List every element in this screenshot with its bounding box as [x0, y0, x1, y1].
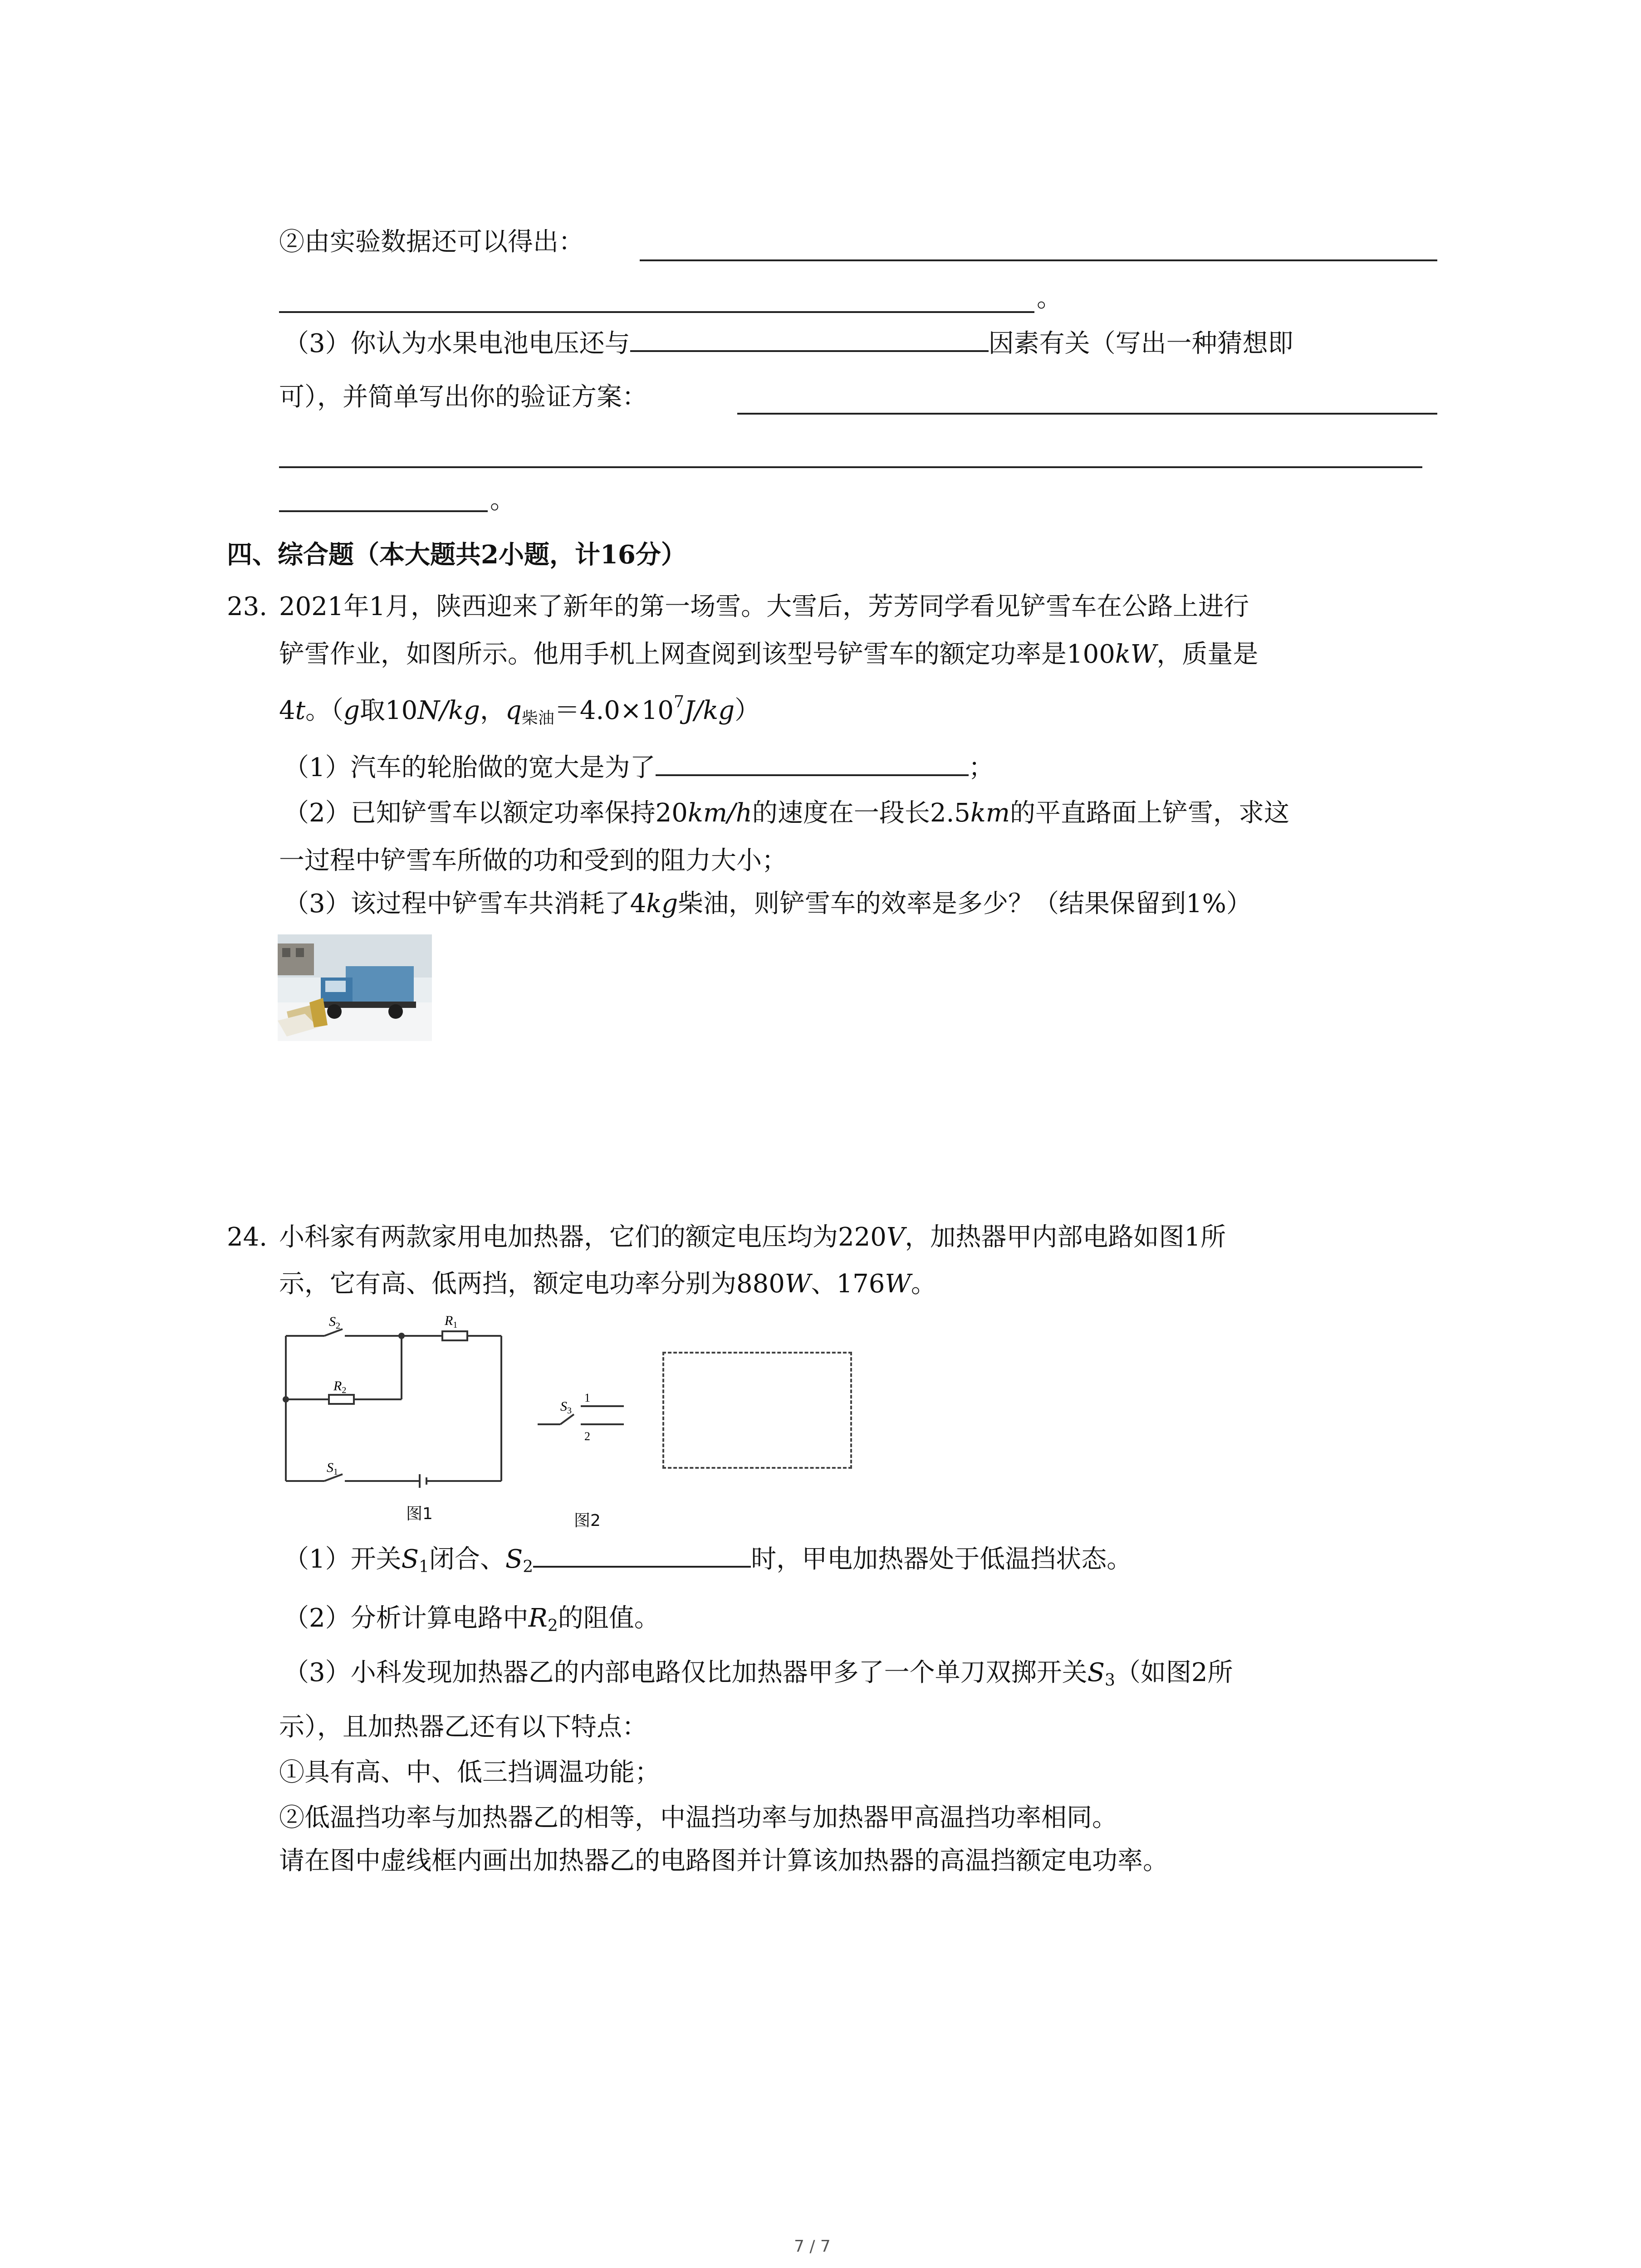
q24-line1: 小科家有两款家用电加热器，它们的额定电压均为220V，加热器甲内部电路如图1所: [279, 1222, 1226, 1252]
answer-blank: [737, 413, 1437, 415]
switch-position-2: 2: [584, 1430, 590, 1442]
q24-sub3: （3）小科发现加热器乙的内部电路仅比加热器甲多了一个单刀双掷开关$S_3$（如图2所: [284, 1658, 1233, 1690]
q23-line3: 4t。（g取10N/kg，$q_{柴油}=4.0\times 10^7J/kg$）: [279, 693, 760, 728]
q24-feature2: ②低温挡功率与加热器乙的相等，中温挡功率与加热器甲高温挡功率相同。: [279, 1803, 1117, 1833]
switch-s3-label: $S_3$: [560, 1399, 572, 1416]
switch-position-1: 1: [584, 1391, 590, 1404]
resistor-r1-label: $R_1$: [445, 1313, 458, 1330]
answer-blank: [630, 332, 989, 352]
q22-item3-line2: 可），并简单写出你的验证方案：: [279, 382, 647, 412]
q23-sub3: （3）该过程中铲雪车共消耗了4kg柴油，则铲雪车的效率是多少？（结果保留到1%）: [284, 889, 1252, 919]
q23-sub1: （1）汽车的轮胎做的宽大是为了 ；: [284, 753, 994, 782]
q23-number: 23.: [227, 592, 268, 621]
q23-sub2: （2）已知铲雪车以额定功率保持20km/h的速度在一段长2.5km的平直路面上铲雪，求这: [284, 798, 1289, 828]
answer-blank: [656, 756, 969, 776]
page-number: 7 / 7: [794, 2237, 831, 2256]
period: 。: [490, 485, 515, 515]
answer-blank: [279, 466, 1422, 468]
circuit-diagram-fig1: [277, 1309, 513, 1490]
section-title: 四、综合题（本大题共2小题，计16分）: [227, 540, 686, 570]
q24-sub1: （1）开关$S_1$闭合、$S_2$ 时，甲电加热器处于低温挡状态。: [284, 1545, 1132, 1576]
switch-s1-label: $S_1$: [327, 1460, 338, 1477]
fig2-caption: 图2: [574, 1511, 601, 1530]
resistor-r2-label: $R_2$: [333, 1378, 347, 1395]
period: 。: [1037, 284, 1062, 313]
q24-feature1: ①具有高、中、低三挡调温功能；: [279, 1758, 660, 1787]
switch-diagram-fig2: [535, 1379, 635, 1442]
switch-s2-label: $S_2$: [329, 1314, 340, 1331]
q23-line1: 2021年1月，陕西迎来了新年的第一场雪。大雪后，芳芳同学看见铲雪车在公路上进行: [279, 592, 1249, 621]
q24-sub2: （2）分析计算电路中$R_2$的阻值。: [284, 1603, 660, 1635]
dashed-drawing-box[interactable]: [662, 1352, 852, 1469]
q24-number: 24.: [227, 1222, 268, 1252]
answer-blank: [640, 259, 1437, 261]
q23-line2: 铲雪作业，如图所示。他用手机上网查阅到该型号铲雪车的额定功率是100kW，质量是: [279, 640, 1259, 669]
q24-sub3-line2: 示），且加热器乙还有以下特点：: [279, 1712, 647, 1742]
snowplow-photo: [278, 934, 432, 1041]
answer-blank: [533, 1548, 751, 1568]
q24-instruction: 请在图中虚线框内画出加热器乙的电路图并计算该加热器的高温挡额定电功率。: [279, 1846, 1168, 1876]
answer-blank: [279, 311, 1034, 313]
q22-item3-line1: （3）你认为水果电池电压还与 因素有关（写出一种猜想即: [284, 329, 1293, 358]
q22-item2-label: ②由实验数据还可以得出：: [279, 227, 584, 257]
q24-line2: 示，它有高、低两挡，额定电功率分别为880W、176W。: [279, 1269, 936, 1299]
answer-blank: [279, 510, 488, 512]
q23-sub2-line2: 一过程中铲雪车所做的功和受到的阻力大小；: [279, 846, 787, 875]
fig1-caption: 图1: [406, 1505, 433, 1523]
